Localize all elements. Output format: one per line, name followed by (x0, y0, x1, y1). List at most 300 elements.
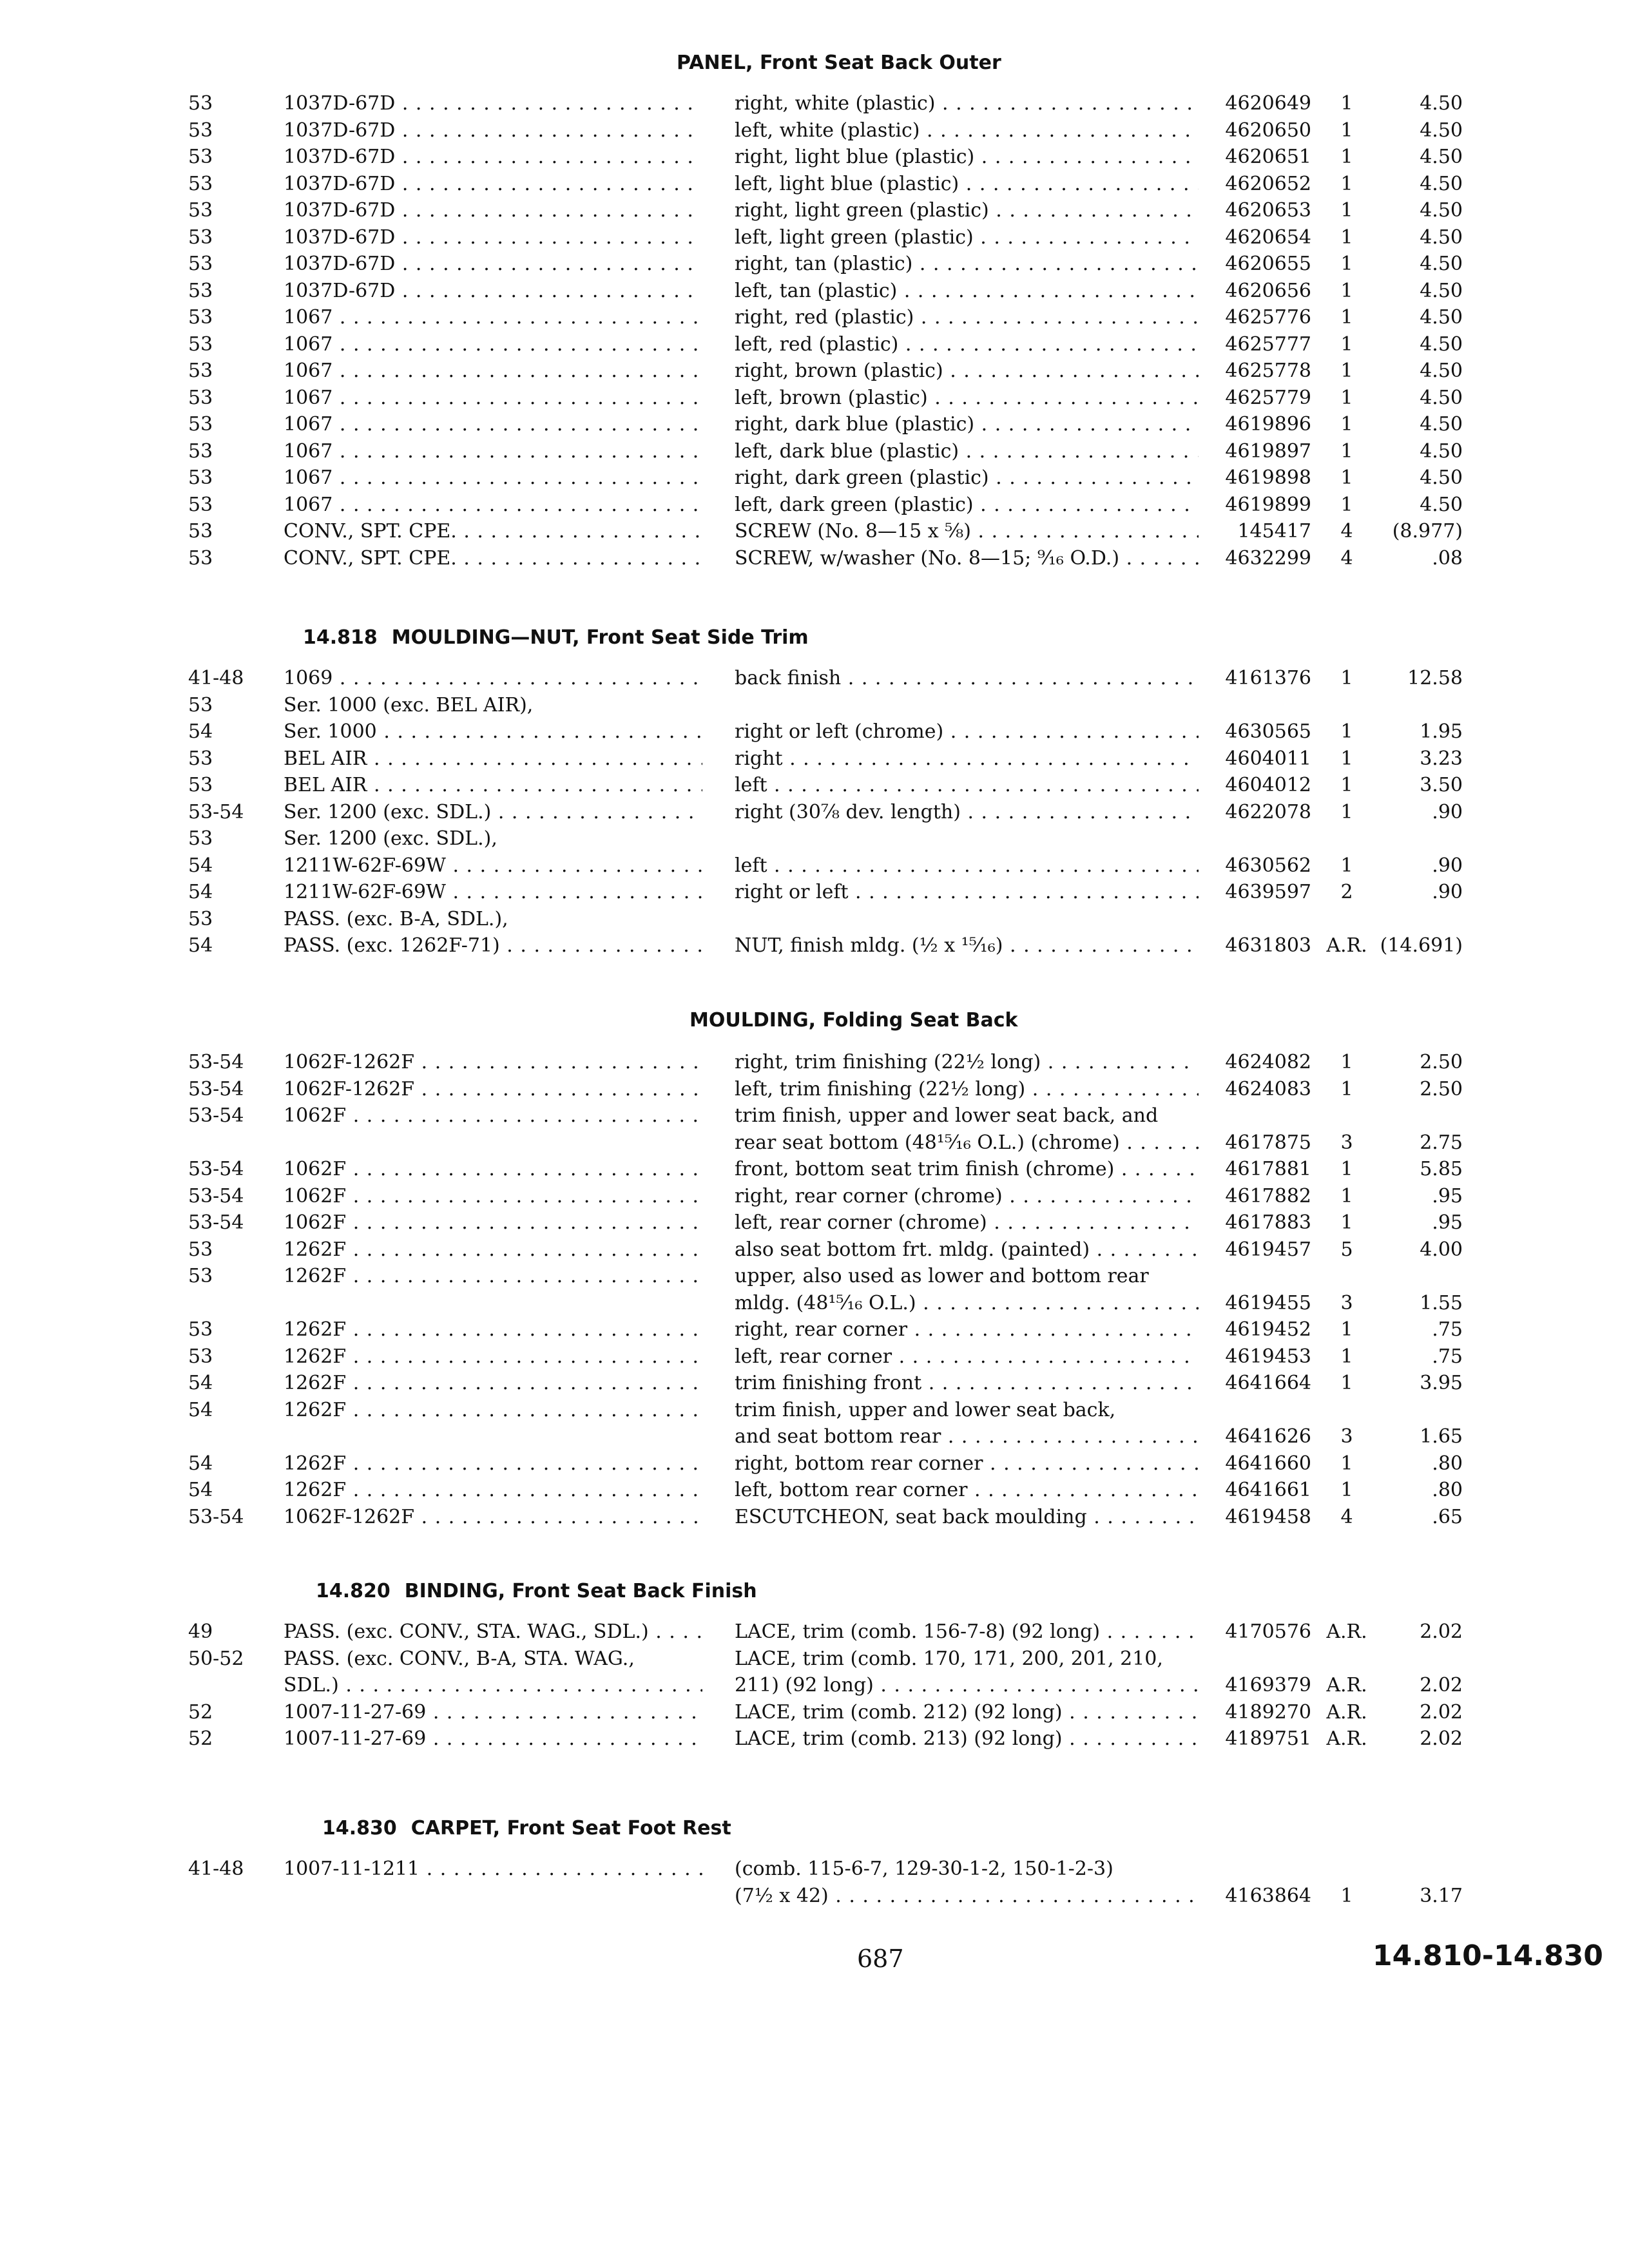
section-title: PANEL, Front Seat Back Outer (677, 52, 1001, 74)
year-cell: 54 (188, 854, 213, 877)
year-cell: 54 (188, 934, 213, 957)
part-row (0, 1129, 1629, 1157)
year-cell: 53-54 (188, 1158, 244, 1180)
year-cell: 53-54 (188, 1051, 244, 1073)
model-cell: CONV., SPT. CPE. . . . (284, 518, 702, 545)
model-cell: 1037D-67D . . . (284, 90, 702, 117)
part-row (0, 1699, 1629, 1726)
part-number-cell: 4620654 (1225, 226, 1311, 249)
year-cell: 54 (188, 1452, 213, 1475)
quantity-cell: 1 (1340, 306, 1353, 329)
quantity-cell: 1 (1340, 854, 1353, 877)
price-cell: 2.02 (1420, 1620, 1463, 1643)
model-cell: 1037D-67D . . . (284, 224, 702, 251)
price-cell: 3.17 (1420, 1884, 1463, 1907)
part-number-cell: 4161376 (1225, 667, 1311, 689)
year-cell: 52 (188, 1727, 213, 1750)
quantity-cell: 1 (1340, 146, 1353, 168)
quantity-cell: A.R. (1326, 1727, 1367, 1750)
model-cell: 1062F . . . (284, 1209, 702, 1236)
price-cell: .75 (1432, 1318, 1463, 1341)
part-number-cell: 4619897 (1225, 439, 1311, 463)
description-cell: right, light green (plastic) . . . (735, 197, 1199, 224)
price-cell: 1.65 (1420, 1425, 1463, 1448)
description-cell: 211) (92 long) . . . (735, 1672, 1199, 1699)
quantity-cell: A.R. (1326, 1620, 1367, 1643)
model-cell: 1067 . . . (284, 465, 702, 492)
model-cell: 1067 . . . (284, 385, 702, 412)
description-cell: and seat bottom rear . . . (735, 1423, 1199, 1450)
quantity-cell: 5 (1340, 1238, 1353, 1261)
price-cell: 4.50 (1420, 306, 1463, 329)
part-row (0, 1477, 1629, 1504)
year-cell: 53-54 (188, 1077, 244, 1100)
year-cell: 53 (188, 520, 213, 543)
part-number-cell: 4620649 (1225, 92, 1311, 115)
part-row (0, 718, 1629, 745)
quantity-cell: 3 (1340, 1131, 1353, 1154)
description-cell: ESCUTCHEON, seat back moulding . . . (735, 1504, 1199, 1531)
section-heading (303, 626, 809, 649)
model-cell: 1262F . . . (284, 1477, 702, 1504)
price-cell: 2.75 (1420, 1131, 1463, 1154)
description-cell: front, bottom seat trim finish (chrome) . . . (735, 1156, 1199, 1183)
part-number-cell: 4641664 (1225, 1372, 1311, 1394)
price-cell: 4.50 (1420, 493, 1463, 516)
quantity-cell: 1 (1340, 226, 1353, 249)
price-cell: 4.50 (1420, 279, 1463, 302)
part-row (0, 438, 1629, 465)
year-cell: 53 (188, 360, 213, 382)
year-cell: 53-54 (188, 1184, 244, 1207)
price-cell: .80 (1432, 1479, 1463, 1501)
part-number-cell: 4619455 (1225, 1291, 1311, 1314)
model-cell: 1262F . . . (284, 1263, 702, 1290)
section-heading (316, 1580, 757, 1602)
part-number-cell: 4619457 (1225, 1238, 1311, 1261)
description-cell: LACE, trim (comb. 212) (92 long) . . . (735, 1699, 1199, 1726)
year-cell: 53-54 (188, 1104, 244, 1127)
description-cell: left, dark blue (plastic) . . . (735, 438, 1199, 465)
year-cell: 53 (188, 279, 213, 302)
price-cell: 4.50 (1420, 439, 1463, 463)
section-number: 14.830 (322, 1817, 397, 1840)
price-cell: 4.50 (1420, 413, 1463, 436)
part-row (0, 745, 1629, 773)
model-cell: Ser. 1200 (exc. SDL.) . . . (284, 799, 702, 826)
description-cell: mldg. (48¹⁵⁄₁₆ O.L.) . . . (735, 1290, 1199, 1317)
part-number-cell: 4624082 (1225, 1051, 1311, 1073)
model-cell: 1037D-67D . . . (284, 251, 702, 278)
year-cell: 53 (188, 1318, 213, 1341)
description-cell: right, bottom rear corner . . . (735, 1450, 1199, 1477)
section-heading (689, 1009, 1018, 1032)
part-number-cell: 4625777 (1225, 332, 1311, 356)
quantity-cell: 1 (1340, 1211, 1353, 1234)
year-cell: 53 (188, 1345, 213, 1368)
year-cell: 53 (188, 546, 213, 570)
description-cell: LACE, trim (comb. 170, 171, 200, 201, 210, (735, 1647, 1163, 1670)
part-row (0, 1236, 1629, 1264)
model-cell: 1037D-67D . . . (284, 117, 702, 144)
quantity-cell: 3 (1340, 1291, 1353, 1314)
model-cell: 1062F . . . (284, 1156, 702, 1183)
part-number-cell: 4189751 (1225, 1727, 1311, 1750)
description-cell: trim finish, upper and lower seat back, (735, 1398, 1116, 1421)
price-cell: 4.50 (1420, 92, 1463, 115)
part-row (0, 932, 1629, 959)
part-number-cell: 4630565 (1225, 720, 1311, 743)
part-row (0, 117, 1629, 144)
model-cell: PASS. (exc. CONV., STA. WAG., SDL.) . . . (284, 1619, 702, 1646)
part-row (0, 852, 1629, 879)
part-row (0, 90, 1629, 117)
part-row (0, 1156, 1629, 1183)
description-cell: also seat bottom frt. mldg. (painted) . . . (735, 1236, 1199, 1264)
model-cell: BEL AIR . . . (284, 772, 702, 799)
part-number-cell: 4620656 (1225, 279, 1311, 302)
quantity-cell: 1 (1340, 493, 1353, 516)
year-cell: 53 (188, 172, 213, 195)
part-number-cell: 4617882 (1225, 1184, 1311, 1207)
year-cell: 52 (188, 1700, 213, 1724)
model-cell: 1211W-62F-69W . . . (284, 879, 702, 906)
description-cell: left, brown (plastic) . . . (735, 385, 1199, 412)
year-cell: 53 (188, 774, 213, 796)
section-number: 14.820 (316, 1580, 390, 1602)
price-cell: 2.02 (1420, 1700, 1463, 1724)
description-cell: left, bottom rear corner . . . (735, 1477, 1199, 1504)
price-cell: 4.50 (1420, 386, 1463, 409)
part-number-cell: 4622078 (1225, 800, 1311, 823)
price-cell: .80 (1432, 1452, 1463, 1475)
year-cell: 53 (188, 466, 213, 489)
part-row (0, 1883, 1629, 1910)
part-number-cell: 4632299 (1225, 546, 1311, 570)
part-row (0, 879, 1629, 906)
part-row (0, 144, 1629, 171)
model-cell: 1262F . . . (284, 1236, 702, 1264)
description-cell: right (30⅞ dev. length) . . . (735, 799, 1199, 826)
quantity-cell: 1 (1340, 199, 1353, 222)
price-cell: 3.95 (1420, 1372, 1463, 1394)
part-row (0, 1672, 1629, 1699)
description-cell: left, rear corner (chrome) . . . (735, 1209, 1199, 1236)
model-cell: Ser. 1000 . . . (284, 718, 702, 745)
price-cell: 3.23 (1420, 747, 1463, 770)
part-row (0, 1076, 1629, 1103)
price-cell: (8.977) (1392, 520, 1463, 543)
part-number-cell: 4641661 (1225, 1479, 1311, 1501)
year-cell: 53 (188, 226, 213, 249)
description-cell: trim finishing front . . . (735, 1370, 1199, 1397)
part-number-cell: 4619458 (1225, 1505, 1311, 1528)
year-cell: 53 (188, 1265, 213, 1287)
model-cell: 1262F . . . (284, 1397, 702, 1424)
part-row (0, 411, 1629, 438)
description-cell: right, dark green (plastic) . . . (735, 465, 1199, 492)
description-cell: left, red (plastic) . . . (735, 331, 1199, 358)
quantity-cell: A.R. (1326, 1700, 1367, 1724)
description-cell: SCREW, w/washer (No. 8—15; ⁹⁄₁₆ O.D.) . . . (735, 545, 1199, 572)
year-cell: 53 (188, 253, 213, 275)
part-row (0, 906, 1629, 933)
quantity-cell: 1 (1340, 1479, 1353, 1501)
section-number: 14.818 (303, 626, 378, 649)
part-row (0, 171, 1629, 198)
model-cell: 1069 . . . (284, 665, 702, 692)
part-number-cell: 4620651 (1225, 146, 1311, 168)
price-cell: 4.50 (1420, 146, 1463, 168)
part-row (0, 1183, 1629, 1210)
part-number-cell: 4620653 (1225, 199, 1311, 222)
page-number: 687 (857, 1945, 904, 1973)
price-cell: (14.691) (1380, 934, 1463, 957)
price-cell: .95 (1432, 1184, 1463, 1207)
part-number-cell: 4617875 (1225, 1131, 1311, 1154)
quantity-cell: 1 (1340, 439, 1353, 463)
year-cell: 53 (188, 693, 213, 716)
quantity-cell: 1 (1340, 1372, 1353, 1394)
description-cell: (7½ x 42) . . . (735, 1883, 1199, 1910)
quantity-cell: 1 (1340, 386, 1353, 409)
quantity-cell: 2 (1340, 881, 1353, 903)
model-cell: 1067 . . . (284, 438, 702, 465)
price-cell: 4.50 (1420, 253, 1463, 275)
year-cell: 53 (188, 199, 213, 222)
model-cell: 1067 . . . (284, 304, 702, 331)
description-cell: right, white (plastic) . . . (735, 90, 1199, 117)
model-cell: 1211W-62F-69W . . . (284, 852, 702, 879)
part-number-cell: 4620650 (1225, 119, 1311, 142)
quantity-cell: 1 (1340, 172, 1353, 195)
description-cell: right, dark blue (plastic) . . . (735, 411, 1199, 438)
part-number-cell: 4641626 (1225, 1425, 1311, 1448)
description-cell: right, red (plastic) . . . (735, 304, 1199, 331)
model-cell: Ser. 1200 (exc. SDL.), (284, 827, 497, 850)
part-row (0, 1049, 1629, 1076)
part-row (0, 1102, 1629, 1129)
section-title: MOULDING, Folding Seat Back (689, 1009, 1018, 1032)
year-cell: 41-48 (188, 1858, 244, 1880)
price-cell: 12.58 (1407, 667, 1463, 689)
model-cell: 1037D-67D . . . (284, 171, 702, 198)
price-cell: .90 (1432, 800, 1463, 823)
quantity-cell: 1 (1340, 92, 1353, 115)
part-row (0, 385, 1629, 412)
part-number-cell: 145417 (1237, 520, 1311, 543)
description-cell: left, dark green (plastic) . . . (735, 492, 1199, 519)
model-cell: 1262F . . . (284, 1450, 702, 1477)
description-cell: LACE, trim (comb. 156-7-8) (92 long) . . . (735, 1619, 1199, 1646)
part-number-cell: 4163864 (1225, 1884, 1311, 1907)
description-cell: right or left . . . (735, 879, 1199, 906)
model-cell: 1062F . . . (284, 1183, 702, 1210)
price-cell: 4.50 (1420, 466, 1463, 489)
price-cell: 2.02 (1420, 1674, 1463, 1696)
quantity-cell: 3 (1340, 1425, 1353, 1448)
description-cell: (comb. 115-6-7, 129-30-1-2, 150-1-2-3) (735, 1858, 1113, 1880)
description-cell: back finish . . . (735, 665, 1199, 692)
part-number-cell: 4630562 (1225, 854, 1311, 877)
part-row (0, 518, 1629, 545)
description-cell: right, rear corner . . . (735, 1316, 1199, 1343)
model-cell: SDL.) . . . (284, 1672, 702, 1699)
part-row (0, 1646, 1629, 1673)
part-row (0, 1209, 1629, 1236)
description-cell: left, tan (plastic) . . . (735, 278, 1199, 305)
description-cell: right, trim finishing (22½ long) . . . (735, 1049, 1199, 1076)
part-number-cell: 4620655 (1225, 253, 1311, 275)
part-number-cell: 4169379 (1225, 1674, 1311, 1696)
year-cell: 53 (188, 439, 213, 463)
year-cell: 53 (188, 386, 213, 409)
quantity-cell: 1 (1340, 800, 1353, 823)
model-cell: 1062F-1262F . . . (284, 1049, 702, 1076)
price-cell: 4.50 (1420, 332, 1463, 356)
model-cell: PASS. (exc. B-A, SDL.), (284, 907, 508, 930)
section-range: 14.810-14.830 (1373, 1939, 1603, 1972)
description-cell: NUT, finish mldg. (½ x ¹⁵⁄₁₆) . . . (735, 932, 1199, 959)
year-cell: 53 (188, 493, 213, 516)
section-title: CARPET, Front Seat Foot Rest (410, 1817, 731, 1840)
price-cell: 3.50 (1420, 774, 1463, 796)
part-row (0, 1450, 1629, 1477)
year-cell: 54 (188, 881, 213, 903)
description-cell: right or left (chrome) . . . (735, 718, 1199, 745)
year-cell: 53 (188, 907, 213, 930)
price-cell: 5.85 (1420, 1158, 1463, 1180)
description-cell: LACE, trim (comb. 213) (92 long) . . . (735, 1725, 1199, 1753)
part-row (0, 197, 1629, 224)
year-cell: 53-54 (188, 800, 244, 823)
price-cell: .90 (1432, 854, 1463, 877)
part-number-cell: 4624083 (1225, 1077, 1311, 1100)
part-row (0, 1290, 1629, 1317)
part-row (0, 825, 1629, 852)
part-number-cell: 4625778 (1225, 360, 1311, 382)
quantity-cell: 1 (1340, 413, 1353, 436)
year-cell: 54 (188, 1398, 213, 1421)
quantity-cell: 1 (1340, 1158, 1353, 1180)
section-title: MOULDING—NUT, Front Seat Side Trim (391, 626, 809, 649)
part-number-cell: 4604012 (1225, 774, 1311, 796)
description-cell: right . . . (735, 745, 1199, 773)
description-cell: right, light blue (plastic) . . . (735, 144, 1199, 171)
model-cell: CONV., SPT. CPE. . . . (284, 545, 702, 572)
part-number-cell: 4617883 (1225, 1211, 1311, 1234)
price-cell: 4.50 (1420, 119, 1463, 142)
quantity-cell: 1 (1340, 119, 1353, 142)
description-cell: left, trim finishing (22½ long) . . . (735, 1076, 1199, 1103)
description-cell: trim finish, upper and lower seat back, and (735, 1104, 1159, 1127)
part-row (0, 278, 1629, 305)
part-row (0, 1316, 1629, 1343)
price-cell: 4.50 (1420, 199, 1463, 222)
year-cell: 49 (188, 1620, 213, 1643)
year-cell: 50-52 (188, 1647, 244, 1670)
quantity-cell: 1 (1340, 1051, 1353, 1073)
price-cell: 4.00 (1420, 1238, 1463, 1261)
part-number-cell: 4619896 (1225, 413, 1311, 436)
price-cell: 4.50 (1420, 360, 1463, 382)
description-cell: left, light green (plastic) . . . (735, 224, 1199, 251)
year-cell: 53 (188, 119, 213, 142)
year-cell: 41-48 (188, 667, 244, 689)
description-cell: rear seat bottom (48¹⁵⁄₁₆ O.L.) (chrome) . . . (735, 1129, 1199, 1157)
year-cell: 53 (188, 146, 213, 168)
part-number-cell: 4619899 (1225, 493, 1311, 516)
model-cell: 1037D-67D . . . (284, 197, 702, 224)
part-row (0, 545, 1629, 572)
quantity-cell: 1 (1340, 1884, 1353, 1907)
model-cell: Ser. 1000 (exc. BEL AIR), (284, 693, 534, 716)
price-cell: 2.50 (1420, 1077, 1463, 1100)
price-cell: 1.95 (1420, 720, 1463, 743)
quantity-cell: 1 (1340, 720, 1353, 743)
part-row (0, 251, 1629, 278)
model-cell: 1007-11-27-69 . . . (284, 1699, 702, 1726)
model-cell: 1262F . . . (284, 1370, 702, 1397)
part-row (0, 492, 1629, 519)
model-cell: 1067 . . . (284, 411, 702, 438)
model-cell: 1067 . . . (284, 331, 702, 358)
quantity-cell: A.R. (1326, 934, 1367, 957)
model-cell: 1062F-1262F . . . (284, 1076, 702, 1103)
year-cell: 54 (188, 1372, 213, 1394)
model-cell: 1067 . . . (284, 358, 702, 385)
part-row (0, 1504, 1629, 1531)
model-cell: 1062F . . . (284, 1102, 702, 1129)
description-cell: left . . . (735, 772, 1199, 799)
part-number-cell: 4604011 (1225, 747, 1311, 770)
part-row (0, 465, 1629, 492)
description-cell: upper, also used as lower and bottom rear (735, 1265, 1149, 1287)
part-number-cell: 4619898 (1225, 466, 1311, 489)
section-heading (677, 52, 1001, 74)
part-row (0, 1619, 1629, 1646)
year-cell: 53 (188, 92, 213, 115)
part-number-cell: 4619452 (1225, 1318, 1311, 1341)
price-cell: .95 (1432, 1211, 1463, 1234)
year-cell: 53-54 (188, 1211, 244, 1234)
quantity-cell: 1 (1340, 1184, 1353, 1207)
quantity-cell: 1 (1340, 1452, 1353, 1475)
quantity-cell: 1 (1340, 1345, 1353, 1368)
description-cell: left . . . (735, 852, 1199, 879)
model-cell: 1007-11-1211 . . . (284, 1856, 702, 1883)
price-cell: .08 (1432, 546, 1463, 570)
model-cell: 1262F . . . (284, 1343, 702, 1370)
price-cell: .65 (1432, 1505, 1463, 1528)
description-cell: left, white (plastic) . . . (735, 117, 1199, 144)
price-cell: 2.50 (1420, 1051, 1463, 1073)
part-number-cell: 4641660 (1225, 1452, 1311, 1475)
quantity-cell: 4 (1340, 1505, 1353, 1528)
part-row (0, 692, 1629, 719)
section-title: BINDING, Front Seat Back Finish (404, 1580, 757, 1602)
description-cell: right, tan (plastic) . . . (735, 251, 1199, 278)
quantity-cell: 4 (1340, 520, 1353, 543)
price-cell: 4.50 (1420, 226, 1463, 249)
year-cell: 53 (188, 747, 213, 770)
part-row (0, 772, 1629, 799)
price-cell: 1.55 (1420, 1291, 1463, 1314)
part-row (0, 1423, 1629, 1450)
part-number-cell: 4189270 (1225, 1700, 1311, 1724)
quantity-cell: 1 (1340, 360, 1353, 382)
quantity-cell: A.R. (1326, 1674, 1367, 1696)
